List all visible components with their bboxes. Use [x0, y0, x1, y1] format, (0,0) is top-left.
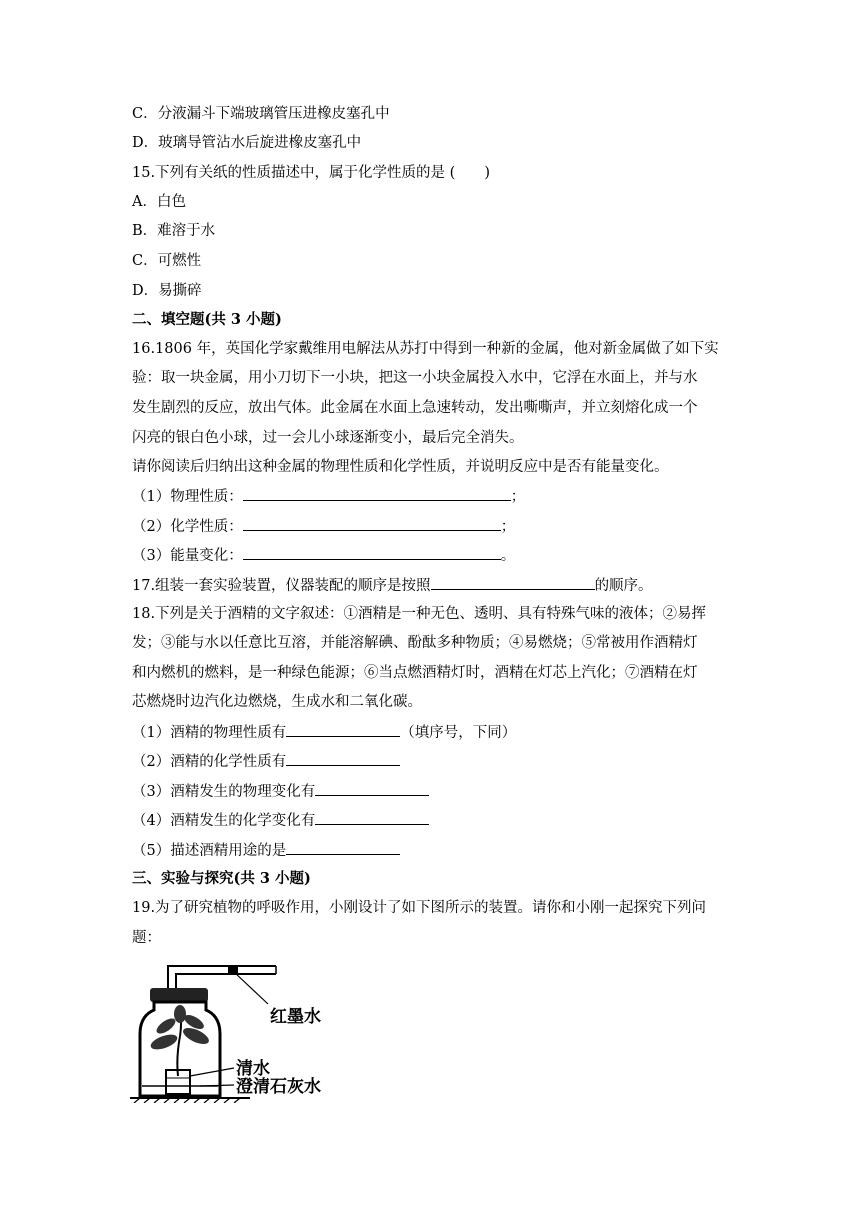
q18-sub-4-label: （4）酒精发生的化学变化有 [132, 813, 316, 829]
q18-sub-3-label: （3）酒精发生的物理变化有 [132, 784, 316, 800]
q15-option-b: B．难溶于水 [132, 223, 216, 239]
section-2-title: 二、填空题(共 3 小题) [132, 311, 282, 328]
q16-line-4: 闪亮的银白色小球，过一会儿小球逐渐变小，最后完全消失。 [132, 430, 524, 446]
answer-blank[interactable] [243, 516, 501, 531]
q16-line-3: 发生剧烈的反应，放出气体。此金属在水面上急速转动，发出嘶嘶声，并立刻熔化成一个 [132, 400, 698, 416]
q16-sub-3-end: 。 [500, 548, 516, 564]
q16-line-2: 验：取一块金属，用小刀切下一小块，把这一小块金属投入水中，它浮在水面上，并与水 [132, 370, 698, 386]
respiration-apparatus-figure [130, 958, 350, 1103]
q16-sub-1-label: （1）物理性质： [132, 489, 243, 505]
q16-sub-2-end: ； [500, 519, 516, 535]
q16-line-1: 16.1806 年，英国化学家戴维用电解法从苏打中得到一种新的金属，他对新金属做了如下实 [132, 341, 719, 357]
q18-sub-5-label: （5）描述酒精用途的是 [132, 843, 287, 859]
answer-blank[interactable] [431, 575, 595, 590]
q19-line-2: 题： [132, 930, 161, 946]
q14-option-c: C．分液漏斗下端玻璃管压进橡皮塞孔中 [132, 106, 390, 122]
answer-blank[interactable] [315, 810, 429, 825]
red-ink-drop [228, 966, 238, 974]
q18-line-1: 18.下列是关于酒精的文字叙述：①酒精是一种无色、透明、具有特殊气味的液体；②易挥 [132, 606, 707, 622]
q18-line-2: 发；③能与水以任意比互溶，并能溶解碘、酚酞多种物质；④易燃烧；⑤常被用作酒精灯 [132, 635, 698, 651]
q18-line-4: 芯燃烧时边汽化边燃烧，生成水和二氧化碳。 [132, 694, 422, 710]
q16-sub-1-end: ； [510, 489, 526, 505]
label-water: 清水 [236, 1059, 270, 1079]
q18-sub-2 [132, 751, 400, 772]
q18-sub-1-label: （1）酒精的物理性质有 [132, 725, 287, 741]
q18-sub-1-note: （填序号，下同） [400, 725, 517, 741]
section-3-title: 三、实验与探究(共 3 小题) [132, 870, 311, 887]
answer-blank[interactable] [286, 751, 400, 766]
q15-option-a: A．白色 [132, 194, 186, 210]
q16-sub-3-label: （3）能量变化： [132, 548, 243, 564]
q16-sub-3 [132, 545, 515, 566]
q18-sub-4 [132, 810, 429, 831]
answer-blank[interactable] [286, 840, 400, 855]
q18-sub-1 [132, 722, 516, 743]
q16-sub-2 [132, 516, 515, 537]
q18-sub-3 [132, 781, 429, 802]
q14-option-d: D．玻璃导管沾水后旋进橡皮塞孔中 [132, 135, 362, 151]
q16-line-5: 请你阅读后归纳出这种金属的物理性质和化学性质，并说明反应中是否有能量变化。 [132, 459, 669, 475]
label-red-ink: 红墨水 [270, 1007, 321, 1027]
q17-prefix: 17.组装一套实验装置，仪器装配的顺序是按照 [132, 578, 431, 594]
jar-lid [150, 988, 208, 1002]
answer-blank[interactable] [286, 722, 400, 737]
answer-blank[interactable] [243, 486, 511, 501]
q16-sub-1 [132, 486, 525, 507]
answer-blank[interactable] [243, 545, 501, 560]
q15-option-d: D．易撕碎 [132, 283, 202, 299]
q17-suffix: 的顺序。 [594, 578, 653, 594]
q19-line-1: 19.为了研究植物的呼吸作用，小刚设计了如下图所示的装置。请你和小刚一起探究下列问 [132, 900, 707, 916]
q18-sub-2-label: （2）酒精的化学性质有 [132, 754, 287, 770]
q15-option-c: C．可燃性 [132, 253, 202, 269]
q17 [132, 575, 653, 596]
label-limewater: 澄清石灰水 [236, 1077, 321, 1097]
q15-stem: 15.下列有关纸的性质描述中，属于化学性质的是 ( ) [132, 165, 490, 181]
q18-sub-5 [132, 840, 400, 861]
answer-blank[interactable] [315, 781, 429, 796]
q18-line-3: 和内燃机的燃料，是一种绿色能源；⑥当点燃酒精灯时，酒精在灯芯上汽化；⑦酒精在灯 [132, 665, 698, 681]
q16-sub-2-label: （2）化学性质： [132, 519, 243, 535]
